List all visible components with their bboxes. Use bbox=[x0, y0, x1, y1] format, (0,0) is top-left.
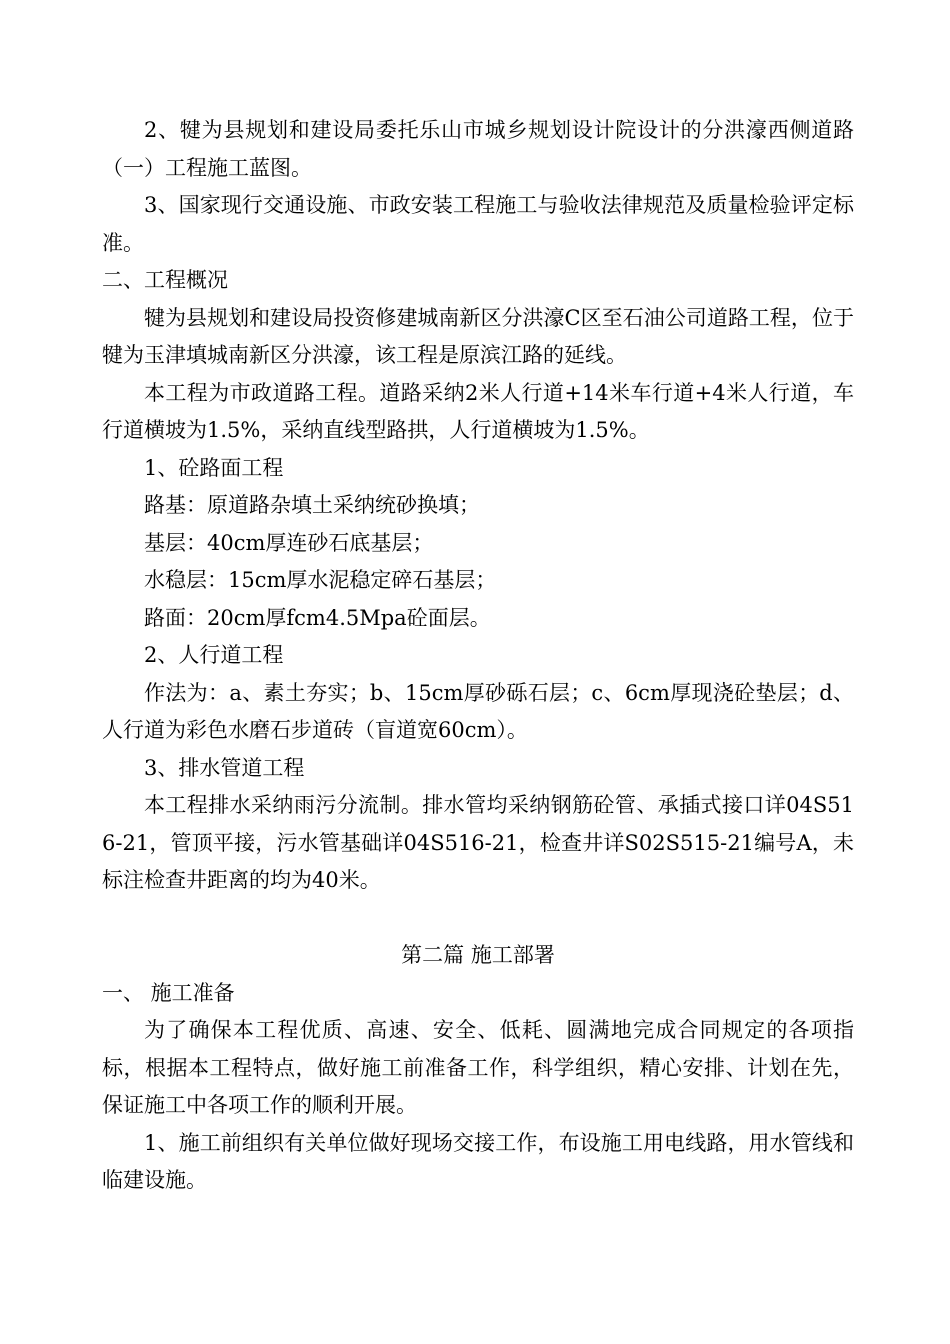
base-layer-line: 基层：40cm厚连砂石底基层； bbox=[144, 530, 434, 555]
part-two-title: 第二篇 施工部署 bbox=[401, 943, 555, 967]
pavement-surface-line: 路面：20cm厚fcm4.5Mpa砼面层。 bbox=[144, 605, 491, 630]
section-heading-project-overview: 二、工程概况 bbox=[102, 268, 228, 292]
subheading-drainage: 3、排水管道工程 bbox=[144, 755, 305, 780]
road-spec-paragraph: 本工程为市政道路工程。道路采纳2米人行道+14米车行道+4米人行道，车行道横坡为1.5%，采纳直线型路拱，人行道横坡为1.5%。 bbox=[102, 380, 854, 442]
roadbed-line: 路基：原道路杂填土采纳统砂换填； bbox=[144, 493, 480, 517]
document-page bbox=[102, 112, 854, 1200]
drainage-paragraph: 本工程排水采纳雨污分流制。排水管均采纳钢筋砼管、承插式接口详04S516-21，管顶平接，污水管基础详04S516-21，检查井详S02S515-21编号A，未标注检查井距离的均为40米。 bbox=[102, 793, 854, 892]
section-heading-preparation: 一、 施工准备 bbox=[102, 980, 235, 1005]
project-location-paragraph: 犍为县规划和建设局投资修建城南新区分洪濠C区至石油公司道路工程，位于犍为玉津填城南新区分洪濠，该工程是原滨江路的延线。 bbox=[102, 305, 854, 367]
reference-item-2: 2、犍为县规划和建设局委托乐山市城乡规划设计院设计的分洪濠西侧道路（一）工程施工蓝图。 bbox=[102, 118, 854, 180]
stabilized-layer-line: 水稳层：15cm厚水泥稳定碎石基层； bbox=[144, 568, 497, 592]
sidewalk-method-paragraph: 作法为：a、素土夯实；b、15cm厚砂砾石层；c、6cm厚现浇砼垫层；d、人行道为彩色水磨石步道砖（盲道宽60cm）。 bbox=[102, 680, 854, 742]
subheading-concrete-pavement: 1、砼路面工程 bbox=[144, 455, 284, 480]
preparation-goal-paragraph: 为了确保本工程优质、高速、安全、低耗、圆满地完成合同规定的各项指标，根据本工程特点，做好施工前准备工作，科学组织，精心安排、计划在先，保证施工中各项工作的顺利开展。 bbox=[102, 1018, 854, 1117]
preparation-item-1: 1、施工前组织有关单位做好现场交接工作，布设施工用电线路，用水管线和临建设施。 bbox=[102, 1130, 854, 1192]
reference-item-3: 3、国家现行交通设施、市政安装工程施工与验收法律规范及质量检验评定标准。 bbox=[102, 193, 854, 255]
subheading-sidewalk: 2、人行道工程 bbox=[144, 643, 284, 667]
